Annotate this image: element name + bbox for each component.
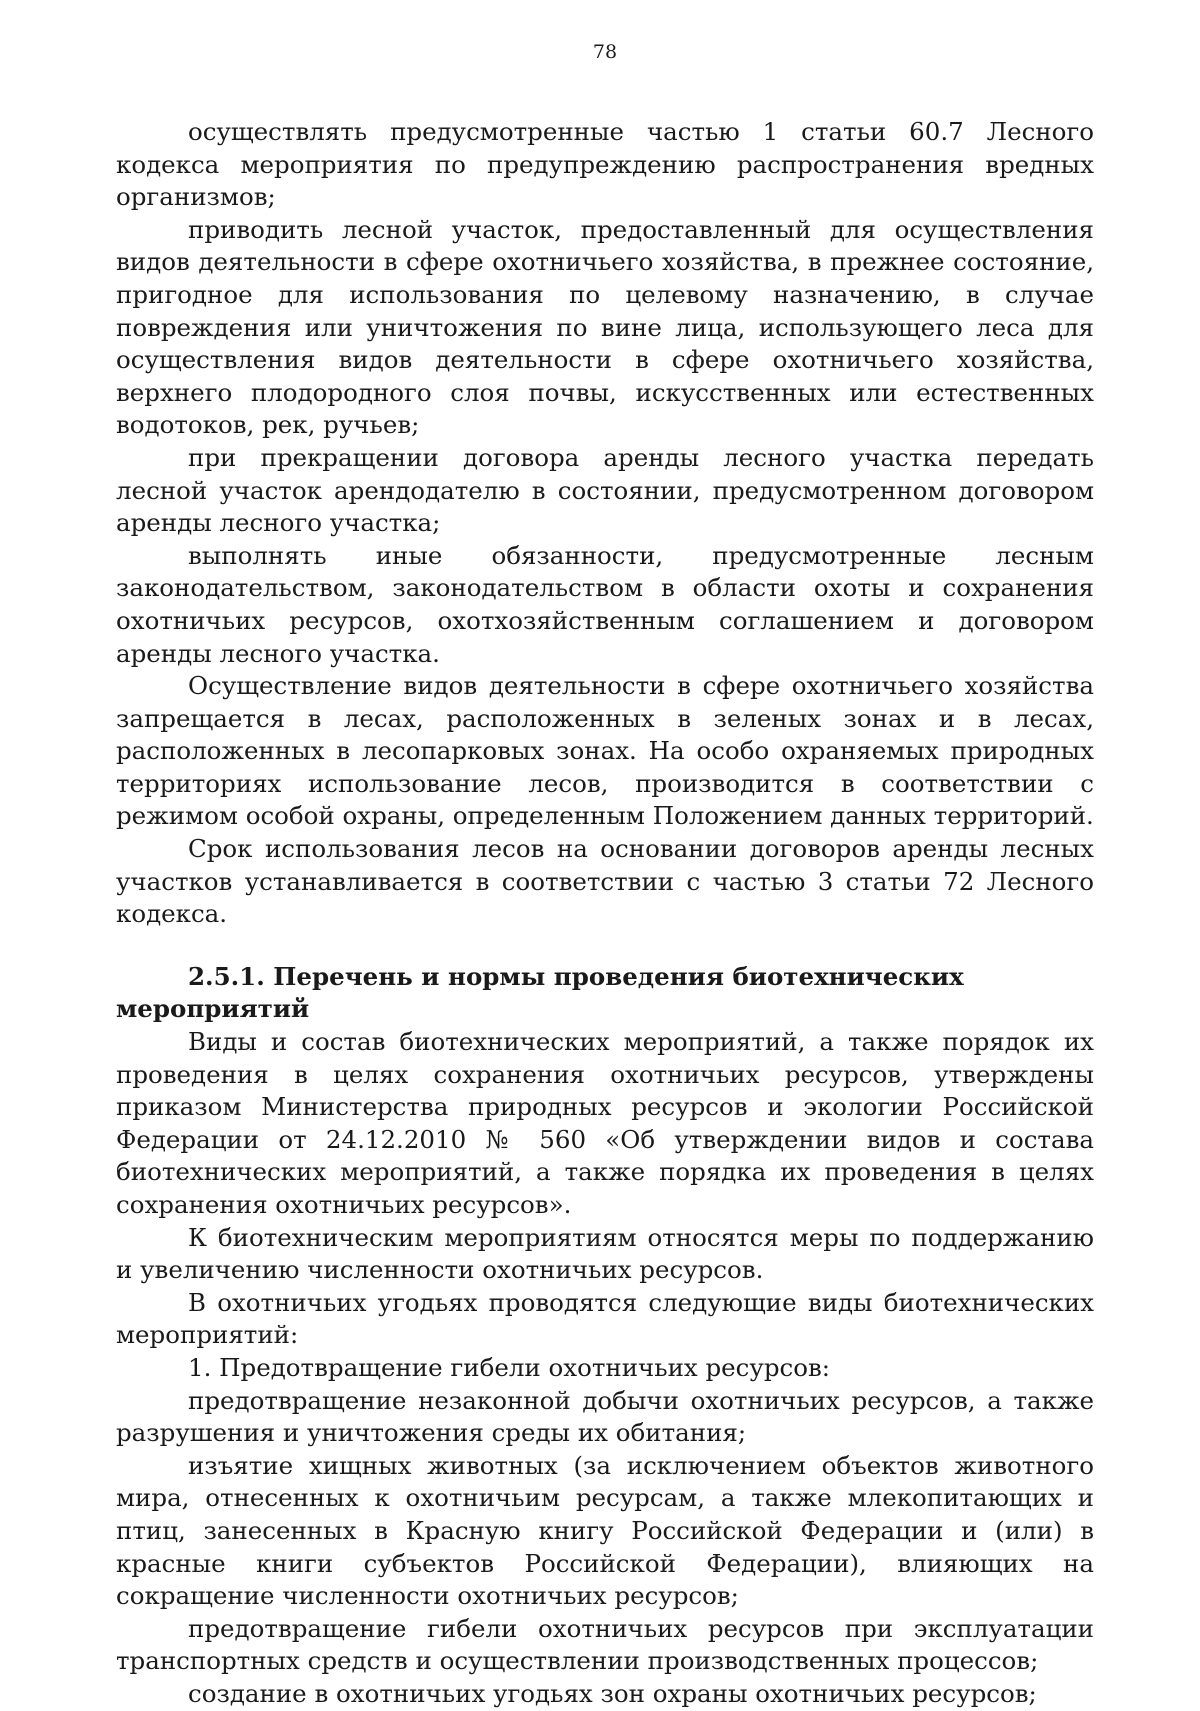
page-number: 78: [592, 41, 618, 63]
list-item: создание в охотничьих угодьях зон охраны охотничьих ресурсов;: [188, 1678, 1037, 1708]
paragraph: при прекращении договора аренды лесного участка передать лесной участок арендодателю в состоянии, предусмотренном договором аренды лесного участка;: [116, 442, 1094, 538]
section-heading: 2.5.1. Перечень и нормы проведения биотехнических мероприятий: [116, 961, 964, 1024]
document-body: [116, 116, 1094, 1711]
paragraph: К биотехническим мероприятиям относятся меры по поддержанию и увеличению численности охотничьих ресурсов.: [116, 1222, 1094, 1285]
paragraph: В охотничьих угодьях проводятся следующие виды биотехнических мероприятий:: [116, 1287, 1094, 1350]
list-item: предотвращение гибели охотничьих ресурсов при эксплуатации транспортных средств и осуществлении производственных процессов;: [116, 1613, 1094, 1676]
paragraph: Срок использования лесов на основании договоров аренды лесных участков устанавливается в соответствии с частью 3 статьи 72 Лесного кодекса.: [116, 834, 1094, 929]
paragraph: Осуществление видов деятельности в сфере охотничьего хозяйства запрещается в лесах, расположенных в зеленых зонах и в лесах, расположенных в лесопарковых зонах. На особо охраняемых природных территориях использование лесов, производится в соответствии с режимом особой охраны, определенным Положением данных территорий.: [116, 671, 1094, 831]
paragraph: выполнять иные обязанности, предусмотренные лесным законодательством, законодательством в области охоты и сохранения охотничьих ресурсов, охотхозяйственным соглашением и договором аренды лесного участка.: [116, 540, 1094, 668]
paragraph: Виды и состав биотехнических мероприятий, а также порядок их проведения в целях сохранения охотничьих ресурсов, утверждены приказом Министерства природных ресурсов и экологии Российской Федерации от 24.12.2010 № 560 «Об утверждении видов и состава биотехнических мероприятий, а также порядка их проведения в целях сохранения охотничьих ресурсов».: [116, 1027, 1094, 1219]
paragraph: приводить лесной участок, предоставленный для осуществления видов деятельности в сфере охотничьего хозяйства, в прежнее состояние, пригодное для использования по целевому назначению, в случае повреждения или уничтожения по вине лица, использующего леса для осуществления видов деятельности в сфере охотничьего хозяйства, верхнего плодородного слоя почвы, искусственных или естественных водотоков, рек, ручьев;: [116, 214, 1094, 440]
list-item: предотвращение незаконной добычи охотничьих ресурсов, а также разрушения и уничтожения среды их обитания;: [116, 1385, 1094, 1448]
list-item: изъятие хищных животных (за исключением объектов животного мира, отнесенных к охотничьим ресурсам, а также млекопитающих и птиц, занесенных в Красную книгу Российской Федерации и (или) в красные книги субъектов Российской Федерации), влияющих на сокращение численности охотничьих ресурсов;: [116, 1450, 1094, 1611]
paragraph: осуществлять предусмотренные частью 1 статьи 60.7 Лесного кодекса мероприятия по предупреждению распространения вредных организмов;: [116, 117, 1094, 212]
list-item: 1. Предотвращение гибели охотничьих ресурсов:: [188, 1352, 831, 1382]
document-page: [116, 38, 1094, 1711]
